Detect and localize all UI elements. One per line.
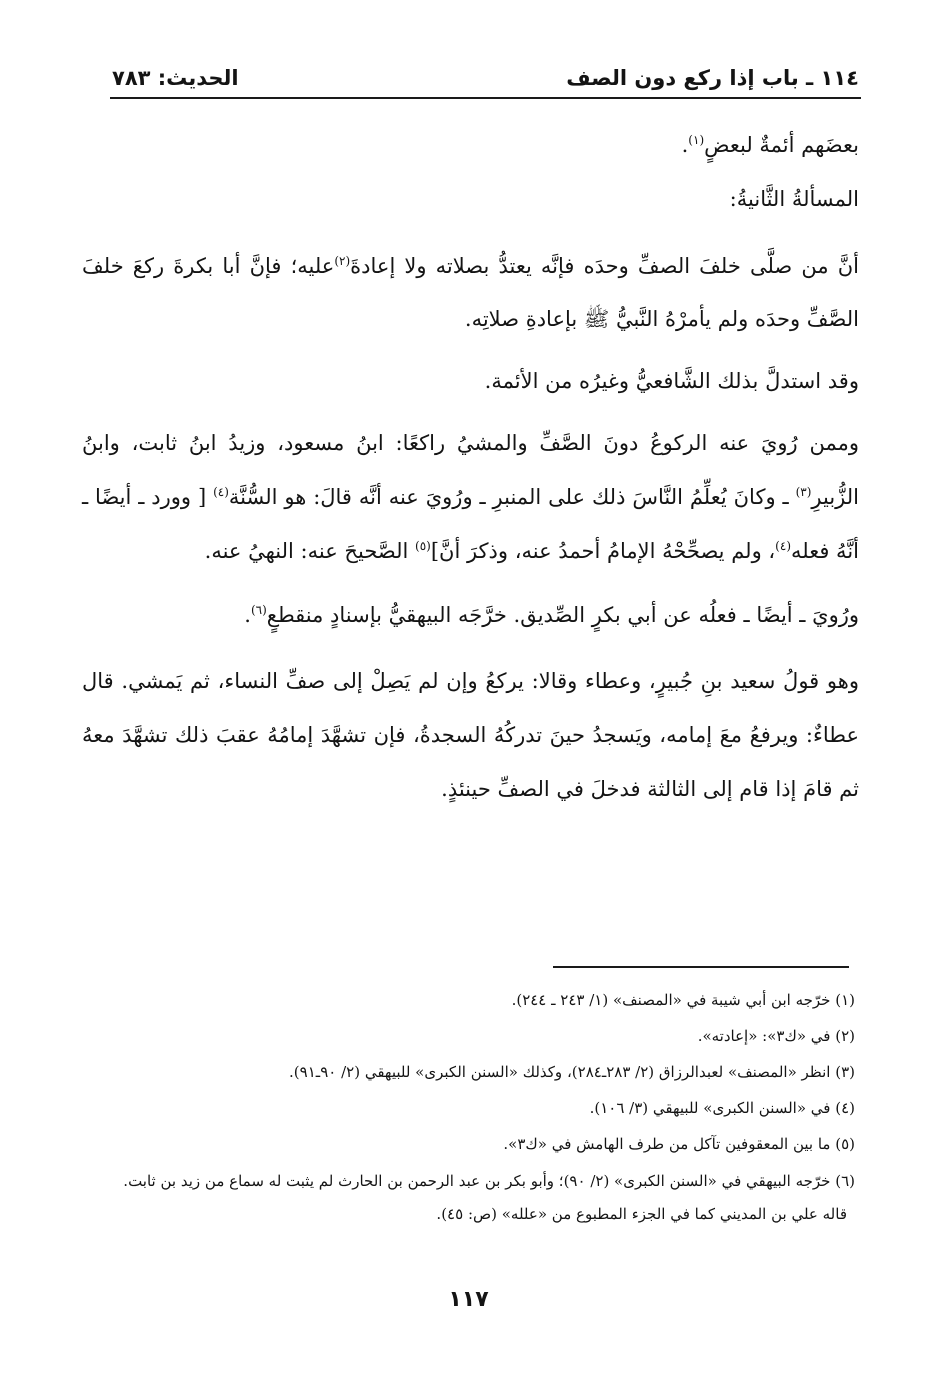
header-divider: [110, 97, 861, 99]
paragraph-6: ورُويَ ـ أيضًا ـ فعلُه عن أبي بكرٍ الصِّديق. خرَّجَه البيهقيُّ بإسنادٍ منقطعٍ$^{(٦)}$.: [244, 603, 859, 627]
footnote-marker-4[interactable]: (٤): [213, 485, 229, 499]
footnote-2: (٢) في «ك٣»: «إعادته».: [697, 1027, 855, 1045]
footnote-1: (١) خرّجه ابن أبي شيبة في «المصنف» (١/ ٢٤٣ ـ ٢٤٤).: [511, 991, 855, 1009]
footnote-marker-6[interactable]: (٦): [250, 603, 267, 617]
paragraph-3: أنَّ من صلَّى خلفَ الصفِّ وحدَه فإنَّه يعتدُّ بصلاته ولا إعادةَ$^{(٢)}$عليه؛ فإنَّ أبا بكرةَ ركعَ خلفَ الصَّفِّ وحدَه ولم يأمرْهُ النَّبيُّ ﷺ بإعادةِ صلاتِه.: [82, 254, 859, 331]
main-text: [82, 118, 859, 816]
section-heading: المسألةُ الثَّانيةُ:: [729, 187, 859, 211]
footnote-6-continuation: قاله علي بن المديني كما في الجزء المطبوع من «علله» (ص: ٤٥).: [436, 1205, 847, 1223]
footnote-divider: [553, 966, 849, 968]
footnote-marker-1[interactable]: (١): [688, 133, 705, 147]
paragraph-5: وممن رُويَ عنه الركوعُ دونَ الصَّفِّ والمشيُ راكعًا: ابنُ مسعود، وزيدُ ابنُ ثابت، وابنُ الزُّبيرِ$^{(٣)}$ ـ وكانَ يُعلِّمُ النَّاسَ ذلك على المنبرِ ـ ورُويَ عنه أنَّه قالَ: هو السُّنَّة$^{(٤)}$ [ وورد ـ أيضًا ـ أنَّهُ فعله$^{(٤)}$، ولم يصحِّحْهُ الإمامُ أحمدُ عنه، وذكرَ أنَّ]$^{(٥)}$ الصَّحيحَ عنه: النهيُ عنه.: [82, 431, 859, 563]
footnote-marker-5[interactable]: (٥): [415, 539, 431, 553]
paragraph-7: وهو قولُ سعيد بنِ جُبيرٍ، وعطاء وقالا: يركعُ وإن لم يَصِلْ إلى صفِّ النساء، ثم يَمشي. قال عطاءٌ: ويرفعُ معَ إمامه، ويَسجدُ حينَ تدركُهُ السجدةُ، فإن تشهَّدَ إمامُهُ عقبَ ذلك تشهَّدَ معهُ ثم قامَ إذا قام إلى الثالثة فدخلَ في الصفِّ حينئذٍ.: [82, 669, 859, 801]
footnote-marker-2[interactable]: (٢): [334, 254, 351, 268]
page-number: ١١٧: [448, 1287, 489, 1312]
footnote-marker-4b[interactable]: (٤): [775, 539, 791, 553]
paragraph-1: بعضَهم أئمةٌ لبعضٍ$^{(١)}$.: [681, 133, 859, 157]
paragraph-4: وقد استدلَّ بذلك الشَّافعيُّ وغيرُه من الأئمة.: [484, 369, 859, 393]
footnote-3: (٣) انظر «المصنف» لعبدالرزاق (٢/ ٢٨٣ـ٢٨٤)، وكذلك «السنن الكبرى» للبيهقي (٢/ ٩٠ـ٩١).: [289, 1063, 855, 1081]
footnote-4: (٤) في «السنن الكبرى» للبيهقي (٣/ ١٠٦).: [589, 1099, 855, 1117]
running-header: [112, 60, 859, 92]
footnote-marker-3[interactable]: (٣): [795, 485, 812, 499]
footnotes: [112, 982, 855, 1232]
footnote-6: (٦) خرّجه البيهقي في «السنن الكبرى» (٢/ ٩٠)؛ وأبو بكر بن عبد الرحمن بن الحارث لم يثبت له سماع من زيد بن ثابت.: [123, 1172, 855, 1190]
hadith-reference: الحديث: ٧٨٣: [112, 66, 239, 90]
chapter-title: ١١٤ ـ باب إذا ركع دون الصف: [566, 66, 859, 90]
footnote-5: (٥) ما بين المعقوفين تآكل من طرف الهامش في «ك٣».: [503, 1135, 855, 1153]
